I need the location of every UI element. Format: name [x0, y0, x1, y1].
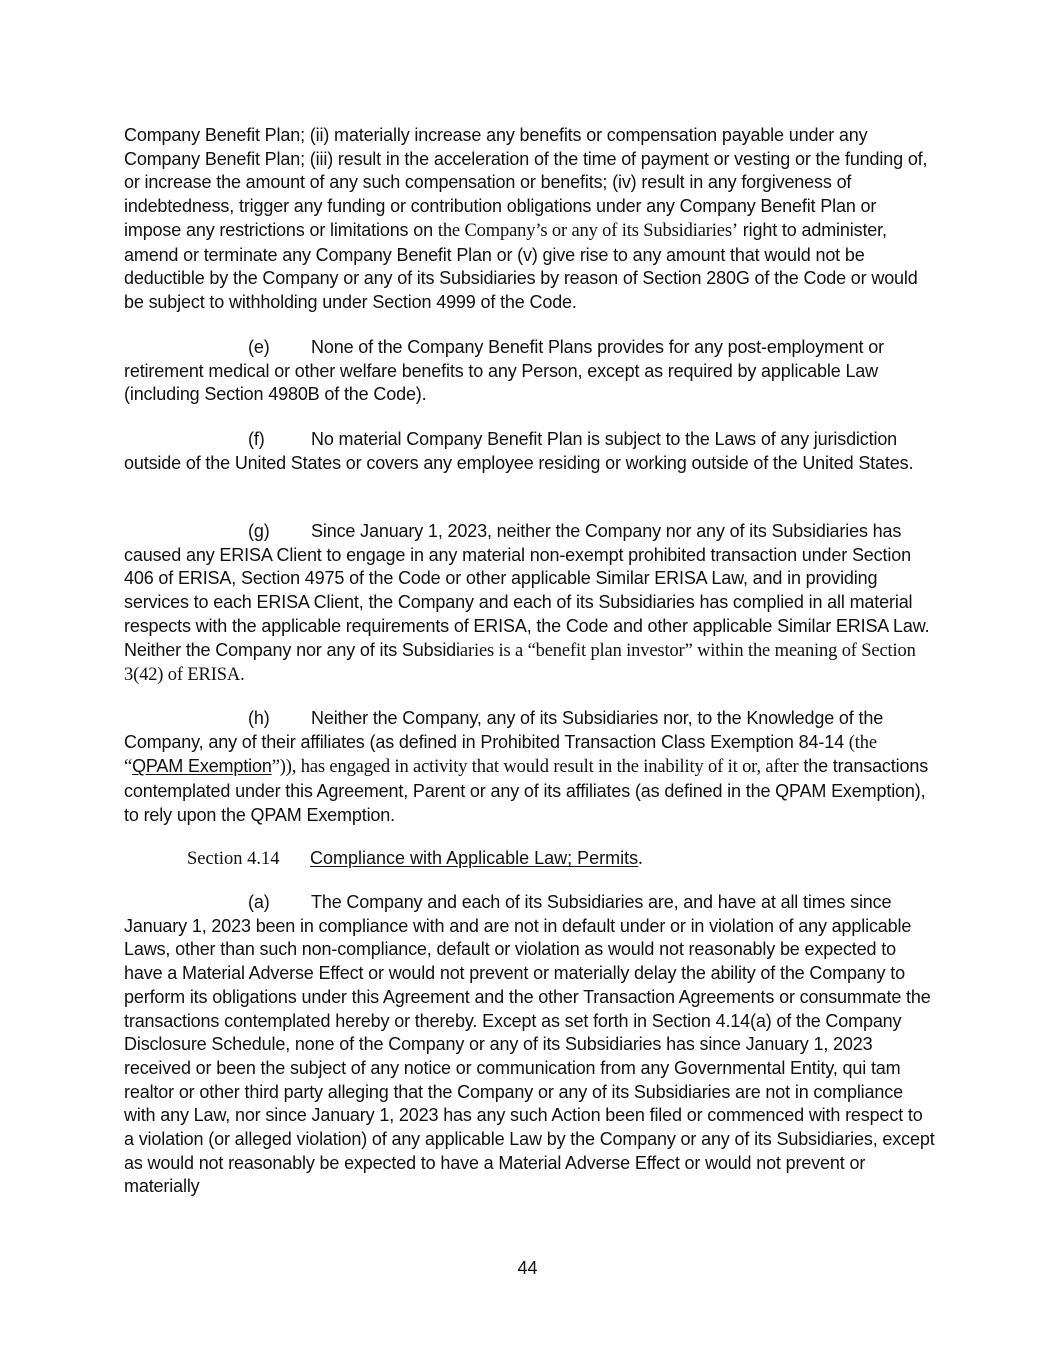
page-number: 44	[517, 1258, 538, 1278]
paragraph-marker: (g)	[248, 521, 270, 541]
paragraph-marker: (h)	[248, 708, 270, 728]
paragraph-text: None of the Company Benefit Plans provides for any post-employment or retirement medical or other welfare benefits to any Person, except as required by applicable Law (including Section 4980B of the Code).	[124, 337, 884, 405]
paragraph-serif-text: ”)), has engaged in activity that would result in the inability of it or, after	[271, 757, 799, 778]
paragraph-text: Since January 1, 2023, neither the Company nor any of its Subsidiaries has caused any ERISA Client to engage in any material non-exempt prohibited transaction under Section 406 of ERISA, Section 4975 of the Code or other applicable Similar ERISA Law, and in providing services to each ERISA Client, the Company and each of its Subsidiaries has complied in all material respects with the applicable requirements of ERISA, the Code and other applicable Similar ERISA Law. Neither the Company nor any of its Subsidi	[124, 521, 930, 660]
paragraph-a	[124, 891, 936, 1199]
section-title-period: .	[638, 849, 643, 869]
paragraph-marker: (f)	[248, 429, 265, 449]
paragraph-text: Company Benefit Plan; (ii) materially increase any benefits or compensation payable under any Company Benefit Plan; (iii) result in the acceleration of the time of payment or vesting or the funding of, or increase the amount of any such compensation or benefits; (iv) result in any forgiveness of indebtedness, trigger any funding or contribution obligations under any Company Benefit Plan or impose any restrictions or limitations on	[124, 125, 928, 240]
paragraph-marker: (e)	[248, 337, 270, 357]
paragraph-e	[124, 336, 936, 407]
section-number: Section 4.14	[187, 849, 280, 869]
paragraph-serif-text: aries is a “benefit plan investor” within the meaning of Section 3(42) of ERISA.	[124, 640, 916, 686]
section-heading	[187, 847, 643, 872]
section-title: Compliance with Applicable Law; Permits	[310, 848, 639, 868]
defined-term: QPAM Exemption	[132, 756, 272, 777]
paragraph-h	[124, 707, 936, 828]
paragraph-g	[124, 520, 936, 688]
paragraph-serif-text: (the “	[124, 732, 877, 778]
paragraph-continuation	[124, 124, 936, 315]
paragraph-marker: (a)	[248, 892, 270, 912]
paragraph-serif-text: the Company’s or any of its Subsidiaries’	[437, 220, 738, 241]
paragraph-text-tail: the transactions contemplated under this Agreement, Parent or any of its affiliates (as defined in the QPAM Exemption), to rely upon the QPAM Exemption.	[124, 756, 929, 825]
paragraph-f	[124, 428, 936, 475]
paragraph-text: No material Company Benefit Plan is subject to the Laws of any jurisdiction outside of the United States or covers any employee residing or working outside of the United States.	[124, 429, 914, 473]
paragraph-text: The Company and each of its Subsidiaries are, and have at all times since January 1, 2023 been in compliance with and are not in default under or in violation of any applicable Laws, other than such non-compliance, default or violation as would not reasonably be expected to have a Material Adverse Effect or would not prevent or materially delay the ability of the Company to perform its obligations under this Agreement and the other Transaction Agreements or consummate the transactions contemplated hereby or thereby. Except as set forth in Section 4.14(a) of the Company Disclosure Schedule, none of the Company or any of its Subsidiaries has since January 1, 2023 received or been the subject of any notice or communication from any Governmental Entity, qui tam realtor or other third party alleging that the Company or any of its Subsidiaries are not in compliance with any Law, nor since January 1, 2023 has any such Action been filed or commenced with respect to a violation (or alleged violation) of any applicable Law by the Company or any of its Subsidiaries, except as would not reasonably be expected to have a Material Adverse Effect or would not prevent or materially	[124, 892, 935, 1197]
paragraph-text: Neither the Company, any of its Subsidiaries nor, to the Knowledge of the Company, any of their affiliates (as defined in Prohibited Transaction Class Exemption 84-14	[124, 708, 884, 752]
paragraph-text-tail: right to administer, amend or terminate any Company Benefit Plan or (v) give rise to any amount that would not be deductible by the Company or any of its Subsidiaries by reason of Section 280G of the Code or would be subject to withholding under Section 4999 of the Code.	[124, 219, 918, 312]
